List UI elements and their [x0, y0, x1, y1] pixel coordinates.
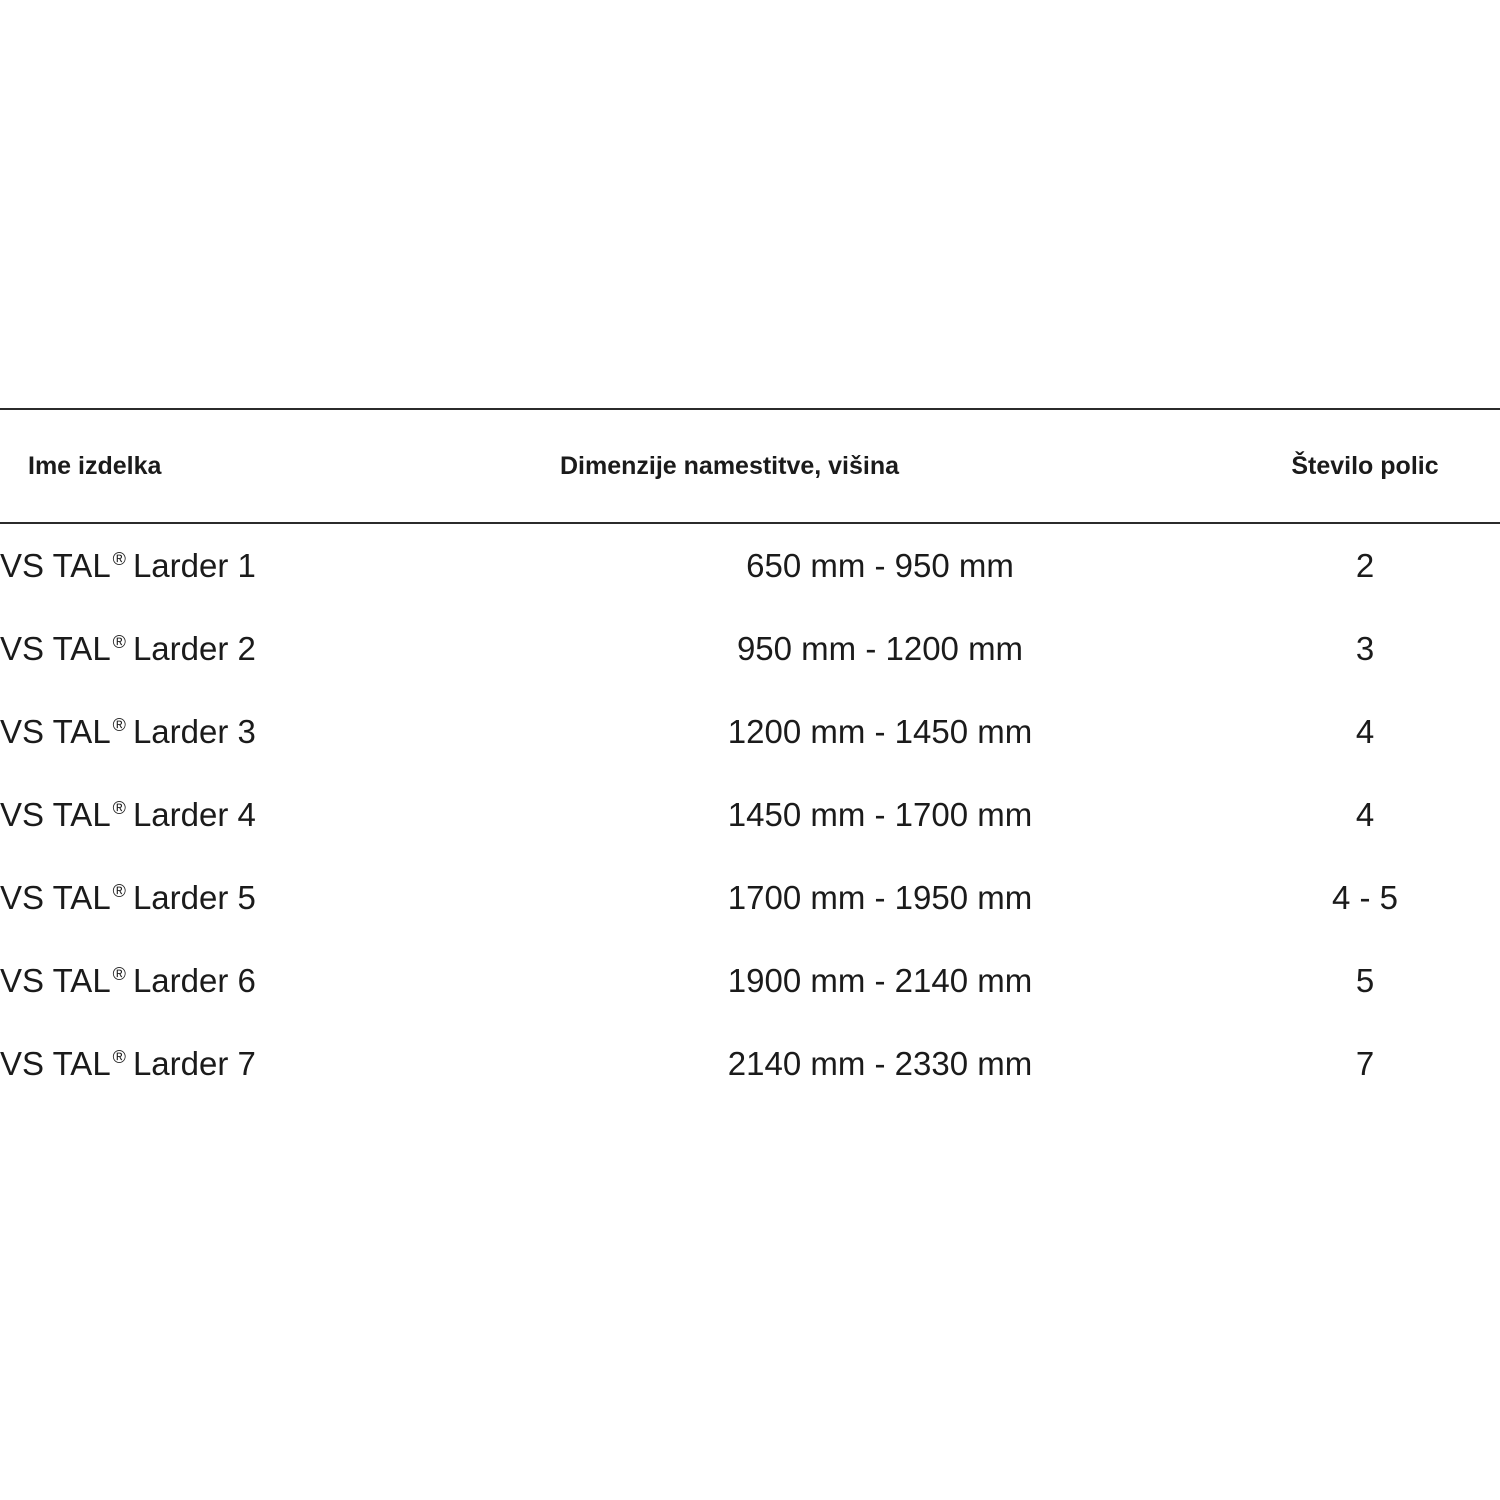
table-header [0, 409, 1500, 523]
table-row [0, 1022, 1500, 1105]
cell-product-name [0, 856, 530, 939]
table-row [0, 773, 1500, 856]
cell-product-name [0, 607, 530, 690]
product-name-prefix: VS TAL [0, 629, 111, 667]
spec-table [0, 408, 1500, 1105]
cell-dimensions: 950 mm - 1200 mm [736, 629, 1024, 667]
product-name-prefix: VS TAL [0, 1044, 111, 1082]
cell-dimensions: 650 mm - 950 mm [746, 546, 1014, 584]
cell-shelves: 3 [1355, 629, 1375, 667]
product-name-suffix: Larder 6 [132, 961, 256, 999]
cell-shelves: 4 [1355, 712, 1375, 750]
cell-shelves: 7 [1355, 1044, 1375, 1082]
cell-dimensions: 1450 mm - 1700 mm [727, 795, 1033, 833]
table-header-row [0, 409, 1500, 523]
cell-product-name [0, 690, 530, 773]
registered-mark-icon: ® [112, 880, 126, 901]
column-header-name: Ime izdelka [0, 409, 530, 523]
product-name-suffix: Larder 1 [132, 546, 256, 584]
product-name-prefix: VS TAL [0, 712, 111, 750]
product-name-suffix: Larder 2 [132, 629, 256, 667]
cell-dimensions: 2140 mm - 2330 mm [727, 1044, 1033, 1082]
cell-product-name [0, 939, 530, 1022]
registered-mark-icon: ® [112, 631, 126, 652]
column-header-dimensions: Dimenzije namestitve, višina [530, 409, 1230, 523]
registered-mark-icon: ® [112, 963, 126, 984]
table-row [0, 690, 1500, 773]
registered-mark-icon: ® [112, 1046, 126, 1067]
column-header-shelves: Število polic [1230, 409, 1500, 523]
product-name-suffix: Larder 5 [132, 878, 256, 916]
registered-mark-icon: ® [112, 548, 126, 569]
table-row [0, 523, 1500, 607]
table-row [0, 607, 1500, 690]
product-name-suffix: Larder 4 [132, 795, 256, 833]
cell-product-name [0, 773, 530, 856]
cell-dimensions: 1700 mm - 1950 mm [727, 878, 1033, 916]
product-name-suffix: Larder 7 [132, 1044, 256, 1082]
cell-shelves: 2 [1355, 546, 1375, 584]
table-row [0, 856, 1500, 939]
product-name-prefix: VS TAL [0, 546, 111, 584]
cell-shelves: 5 [1355, 961, 1375, 999]
registered-mark-icon: ® [112, 714, 126, 735]
cell-product-name [0, 523, 530, 607]
product-name-suffix: Larder 3 [132, 712, 256, 750]
cell-product-name [0, 1022, 530, 1105]
table-row [0, 939, 1500, 1022]
registered-mark-icon: ® [112, 797, 126, 818]
cell-dimensions: 1900 mm - 2140 mm [727, 961, 1033, 999]
product-name-prefix: VS TAL [0, 878, 111, 916]
cell-shelves: 4 - 5 [1331, 878, 1399, 916]
table-body [0, 523, 1500, 1105]
cell-shelves: 4 [1355, 795, 1375, 833]
cell-dimensions: 1200 mm - 1450 mm [727, 712, 1033, 750]
spec-table-container [0, 408, 1500, 1105]
product-name-prefix: VS TAL [0, 961, 111, 999]
product-name-prefix: VS TAL [0, 795, 111, 833]
